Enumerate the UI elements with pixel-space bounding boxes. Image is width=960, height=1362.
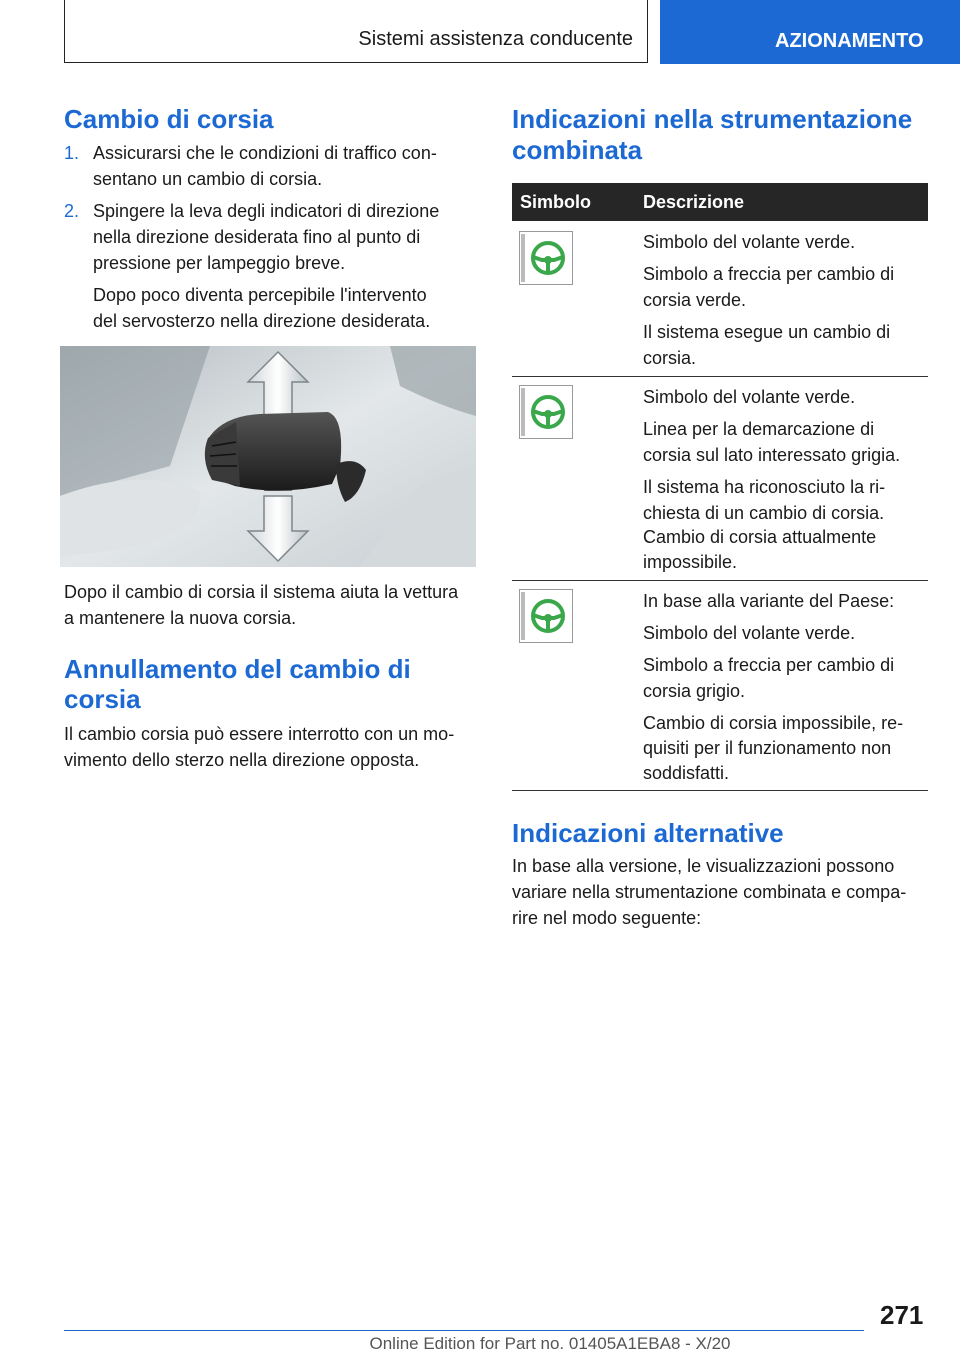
row-3-line-5: Cambio di corsia impossibile, re- <box>643 713 904 733</box>
cancel-line-2: vimento dello sterzo nella direzione opposta. <box>64 750 420 770</box>
row-2-line-6: Cambio di corsia attualmente <box>643 527 877 547</box>
header-section-title <box>64 0 648 63</box>
row-2-line-4: Il sistema ha riconosciuto la ri- <box>643 477 886 497</box>
column-header-description: Descrizione <box>643 192 745 212</box>
section-title: Sistemi assistenza conducente <box>358 28 633 50</box>
row-2-line-5: chiesta di un cambio di corsia. <box>643 503 885 523</box>
header-chapter-tab <box>660 0 960 64</box>
step-2-note-line-2: del servosterzo nella direzione desiderata. <box>93 311 431 331</box>
row-1-line-5: corsia. <box>643 348 697 368</box>
row-3-line-6: quisiti per il funzionamento non <box>643 738 892 758</box>
row-3-line-4: corsia grigio. <box>643 681 746 701</box>
step-number: 1. <box>64 143 80 163</box>
cancel-line-1: Il cambio corsia può essere interrotto con un mo- <box>64 724 455 744</box>
heading-cambio-corsia: Cambio di corsia <box>64 104 274 134</box>
alt-line-1: In base alla versione, le visualizzazioni possono <box>512 856 895 876</box>
after-change-line-2: a mantenere la nuova corsia. <box>64 608 297 628</box>
step-2-line-3: pressione per lampeggio breve. <box>93 253 346 273</box>
turn-signal-lever-image <box>60 346 476 567</box>
row-2-line-2: Linea per la demarcazione di <box>643 419 875 439</box>
steering-wheel-arrows-green-icon <box>519 231 573 285</box>
column-header-symbol: Simbolo <box>520 192 591 212</box>
heading-annullamento-line-2: corsia <box>64 684 141 714</box>
row-1-line-2: Simbolo a freccia per cambio di <box>643 264 895 284</box>
chapter-title: AZIONAMENTO <box>775 30 924 52</box>
row-1-line-3: corsia verde. <box>643 290 747 310</box>
row-1-line-4: Il sistema esegue un cambio di <box>643 322 891 342</box>
after-change-line-1: Dopo il cambio di corsia il sistema aiuta la vettura <box>64 582 459 602</box>
step-2-line-1: Spingere la leva degli indicatori di direzione <box>93 201 440 221</box>
row-3-line-3: Simbolo a freccia per cambio di <box>643 655 895 675</box>
heading-indicazioni-line-2: combinata <box>512 135 643 165</box>
heading-indicazioni-line-1: Indicazioni nella strumentazione <box>512 104 913 134</box>
heading-indicazioni-alternative: Indicazioni alternative <box>512 818 784 848</box>
step-2-note-line-1: Dopo poco diventa percepibile l'intervento <box>93 285 427 305</box>
row-1-line-1: Simbolo del volante verde. <box>643 232 856 252</box>
row-3-line-7: soddisfatti. <box>643 763 730 783</box>
step-1-line-2: sentano un cambio di corsia. <box>93 169 323 189</box>
row-3-line-1: In base alla variante del Paese: <box>643 591 895 611</box>
alt-line-2: variare nella strumentazione combinata e compa- <box>512 882 907 902</box>
step-number: 2. <box>64 201 80 221</box>
row-2-line-1: Simbolo del volante verde. <box>643 387 856 407</box>
step-1-line-1: Assicurarsi che le condizioni di traffico con- <box>93 143 437 163</box>
table-row-divider <box>512 580 928 581</box>
table-header <box>512 183 928 221</box>
row-2-line-7: impossibile. <box>643 552 738 572</box>
page-number: 271 <box>880 1300 924 1330</box>
alt-line-3: rire nel modo seguente: <box>512 908 702 928</box>
row-3-line-2: Simbolo del volante verde. <box>643 623 856 643</box>
footer-edition: Online Edition for Part no. 01405A1EBA8 - X/20 <box>369 1334 731 1353</box>
table-row-divider <box>512 790 928 791</box>
step-2-line-2: nella direzione desiderata fino al punto di <box>93 227 421 247</box>
footer-divider <box>64 1330 864 1331</box>
table-row-divider <box>512 376 928 377</box>
steering-wheel-arrows-grey-icon <box>519 589 573 643</box>
heading-annullamento-line-1: Annullamento del cambio di <box>64 654 411 684</box>
row-2-line-3: corsia sul lato interessato grigia. <box>643 445 901 465</box>
steering-wheel-green-icon <box>519 385 573 439</box>
